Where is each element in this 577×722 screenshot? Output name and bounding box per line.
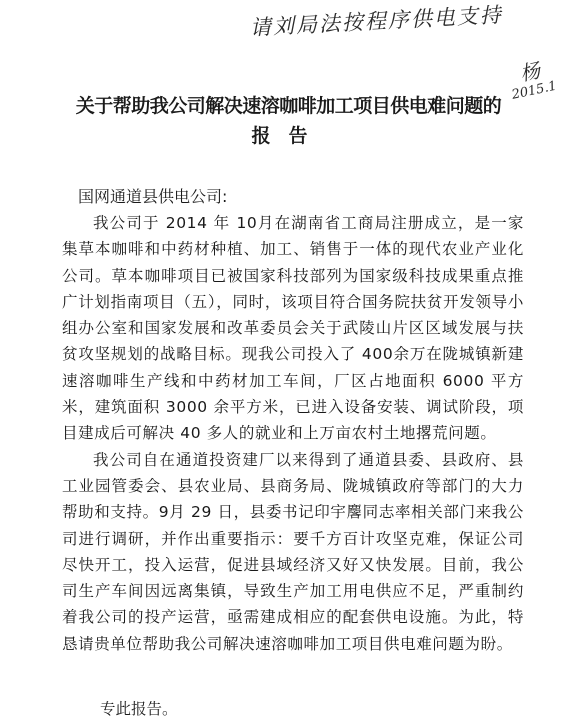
document-body: [62, 210, 524, 657]
body-paragraph: 我公司于 2014 年 10月在湖南省工商局注册成立，是一家集草本咖啡和中药材种植、加工、销售于一体的现代农业产业化公司。草本咖啡项目已被国家科技部列为国家级科技成果重点推广计划指南项目（五），同时，该项目符合国务院扶贫开发领导小组办公室和国家发展和改革委员会关于武陵山片区区域发展与扶贫攻坚规划的战略目标。现我公司投入了 400余万在陇城镇新建速溶咖啡生产线和中药材加工车间，厂区占地面积 6000 平方米，建筑面积 3000 余平方米，已进入设备安装、调试阶段，项目建成后可解决 40 多人的就业和上万亩农村土地撂荒问题。: [62, 214, 524, 443]
closing-line: 专此报告。: [100, 700, 178, 718]
body-paragraph: 我公司自在通道投资建厂以来得到了通道县委、县政府、县工业园管委会、县农业局、县商务局、陇城镇政府等部门的大力帮助和支持。9月 29 日，县委书记印宇麐同志率相关部门来我公司进行调研，并作出重要指示：要千方百计攻坚克难，保证公司尽快开工，投入运营，促进县域经济又好又快发展。目前，我公司生产车间因远离集镇，导致生产加工用电供应不足，严重制约着我公司的投产运营，亟需建成相应的配套供电设施。为此，特恳请贵单位帮助我公司解决速溶咖啡加工项目供电难问题为盼。: [62, 450, 524, 653]
handwritten-instruction: 请刘局法按程序供电支持: [249, 2, 504, 40]
document-title: 关于帮助我公司解决速溶咖啡加工项目供电难问题的: [75, 95, 502, 117]
handwritten-date: 2015.1: [510, 78, 559, 103]
document-subtitle: 报告: [251, 125, 326, 147]
handwritten-signature: 杨: [517, 58, 543, 86]
addressee: 国网通道县供电公司:: [78, 187, 228, 206]
